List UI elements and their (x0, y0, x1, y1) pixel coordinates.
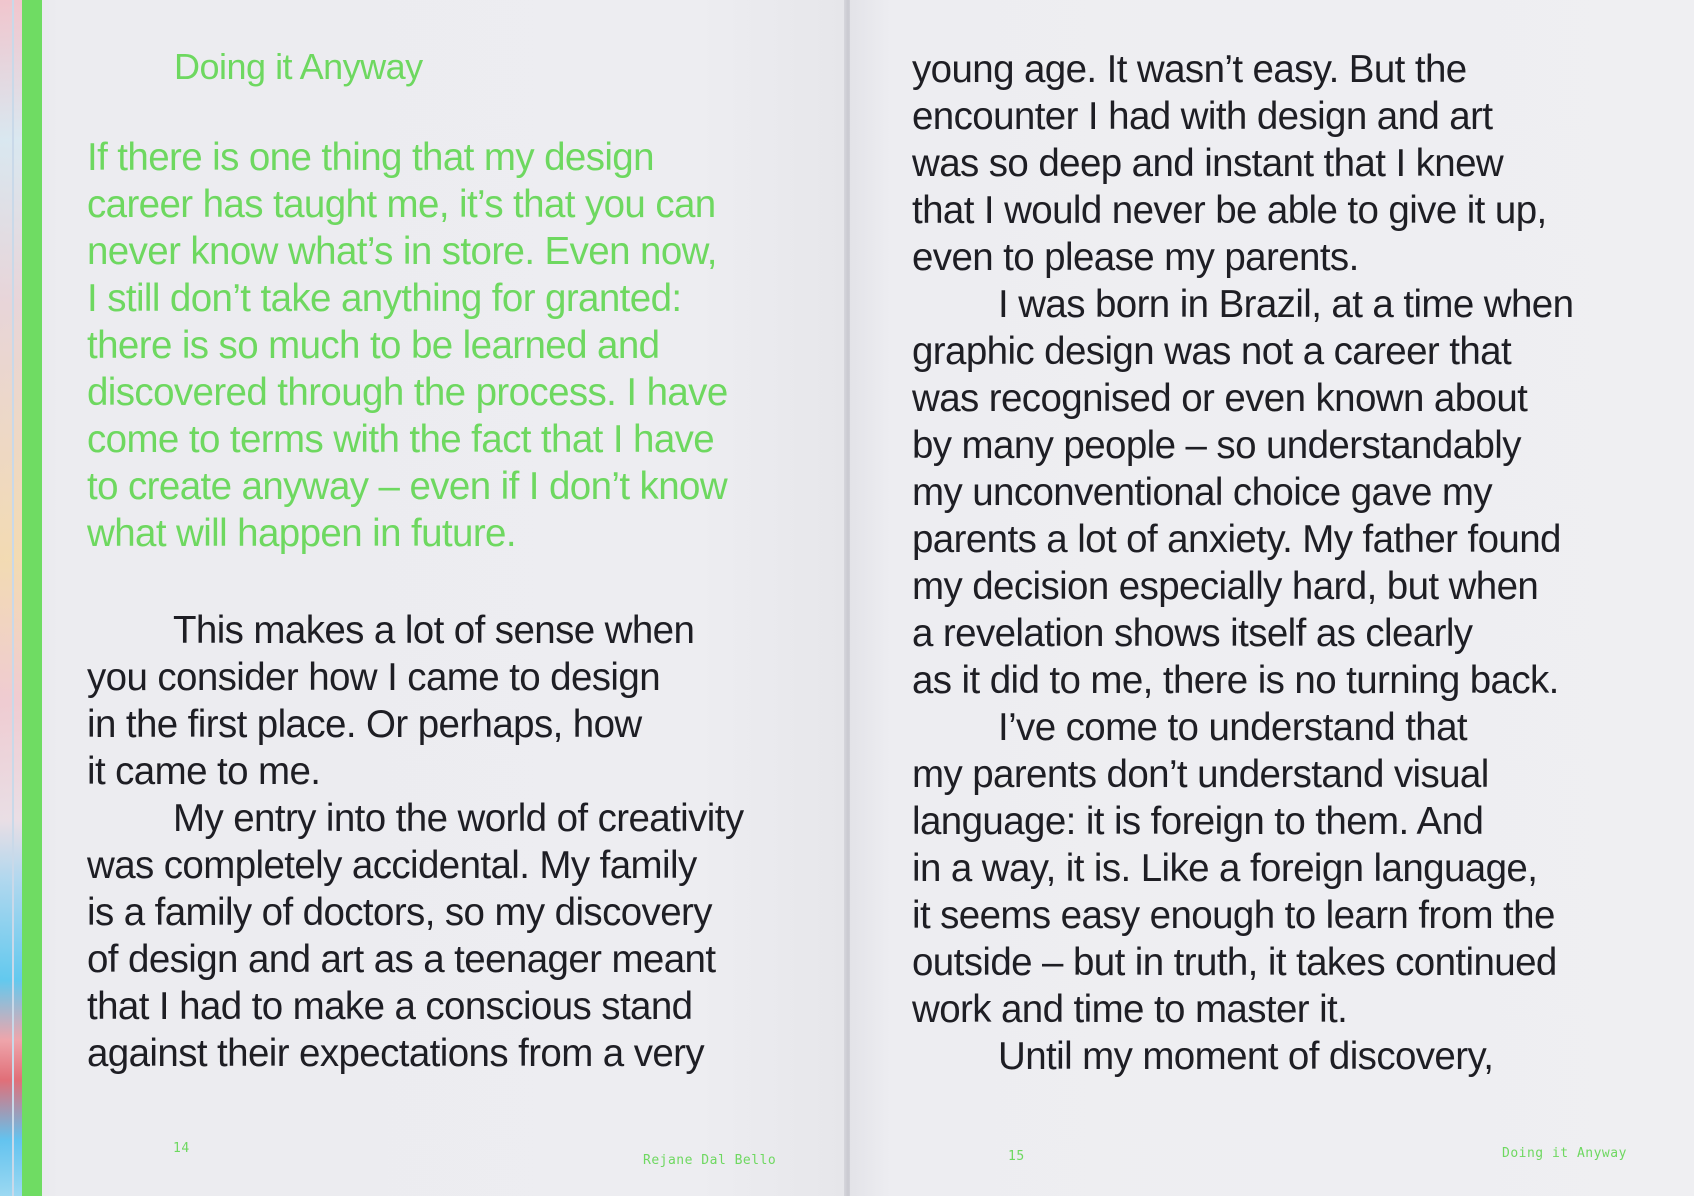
running-footer-author: Rejane Dal Bello (643, 1153, 777, 1168)
body-line: young age. It wasn’t easy. But the (912, 48, 1467, 91)
body-line: my decision especially hard, but when (912, 565, 1539, 608)
pull-quote (87, 134, 807, 557)
body-line: was so deep and instant that I knew (912, 142, 1504, 185)
spine-color-strip (0, 0, 22, 1196)
body-line: was recognised or even known about (912, 377, 1528, 420)
body-line: language: it is foreign to them. And (912, 800, 1484, 843)
body-line: outside – but in truth, it takes continued (912, 941, 1557, 984)
pull-quote-line: never know what’s in store. Even now, (87, 230, 717, 273)
body-line: that I had to make a conscious stand (87, 985, 693, 1028)
spine-green-band (22, 0, 42, 1196)
body-line: was completely accidental. My family (87, 844, 697, 887)
body-line: Until my moment of discovery, (998, 1035, 1494, 1078)
body-line: it seems easy enough to learn from the (912, 894, 1555, 937)
pull-quote-line: career has taught me, it’s that you can (87, 183, 716, 226)
body-line: my unconventional choice gave my (912, 471, 1493, 514)
body-line: work and time to master it. (912, 988, 1348, 1031)
body-line: in a way, it is. Like a foreign language, (912, 847, 1538, 890)
pull-quote-line: there is so much to be learned and (87, 324, 660, 367)
body-line: you consider how I came to design (87, 656, 661, 699)
body-line: I was born in Brazil, at a time when (998, 283, 1574, 326)
body-line: even to please my parents. (912, 236, 1359, 279)
running-footer-title: Doing it Anyway (1502, 1146, 1627, 1161)
body-line: graphic design was not a career that (912, 330, 1512, 373)
spine-divider (12, 0, 14, 1196)
body-line: encounter I had with design and art (912, 95, 1493, 138)
pull-quote-line: If there is one thing that my design (87, 136, 654, 179)
body-line: that I would never be able to give it up, (912, 189, 1547, 232)
body-line: it came to me. (87, 750, 321, 793)
body-line: my parents don’t understand visual (912, 753, 1489, 796)
right-body-text (912, 46, 1632, 1080)
body-line: in the first place. Or perhaps, how (87, 703, 642, 746)
body-line: as it did to me, there is no turning back. (912, 659, 1559, 702)
body-line: I’ve come to understand that (998, 706, 1468, 749)
page-number-right: 15 (1008, 1149, 1025, 1164)
pull-quote-line: discovered through the process. I have (87, 371, 728, 414)
pull-quote-line: come to terms with the fact that I have (87, 418, 715, 461)
page-number-left: 14 (173, 1141, 190, 1156)
body-line: is a family of doctors, so my discovery (87, 891, 712, 934)
pull-quote-line: I still don’t take anything for granted: (87, 277, 682, 320)
left-body-text (87, 607, 807, 1077)
chapter-title: Doing it Anyway (174, 46, 423, 87)
body-line: a revelation shows itself as clearly (912, 612, 1473, 655)
body-line: This makes a lot of sense when (173, 609, 695, 652)
body-line: parents a lot of anxiety. My father found (912, 518, 1561, 561)
body-line: against their expectations from a very (87, 1032, 705, 1075)
pull-quote-line: to create anyway – even if I don’t know (87, 465, 728, 508)
pull-quote-line: what will happen in future. (87, 512, 516, 555)
body-line: by many people – so understandably (912, 424, 1521, 467)
body-line: of design and art as a teenager meant (87, 938, 716, 981)
body-line: My entry into the world of creativity (173, 797, 744, 840)
